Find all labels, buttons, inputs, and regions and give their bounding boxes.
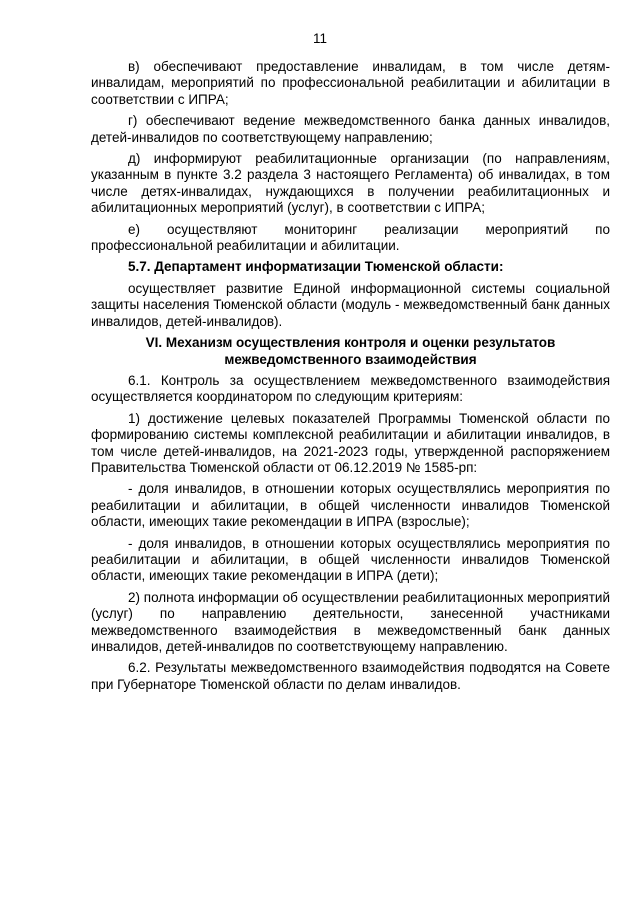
paragraph-item-e: е) осуществляют мониторинг реализации мероприятий по профессиональной реабилитации и абилитации. (91, 221, 610, 254)
section-5-7-title: 5.7. Департамент информатизации Тюменской области: (128, 259, 504, 275)
paragraph-6-1: 6.1. Контроль за осуществлением межведомственного взаимодействия осуществляется координатором по следующим критериям: (91, 372, 610, 405)
paragraph-6-2: 6.2. Результаты межведомственного взаимодействия подводятся на Совете при Губернаторе Тюменской области по делам инвалидов. (91, 660, 610, 692)
paragraph-item-g: г) обеспечивают ведение межведомственного банка данных инвалидов, детей-инвалидов по соответствующему направлению; (91, 113, 610, 145)
section-6-heading-line-1: VI. Механизм осуществления контроля и оценки результатов (145, 335, 556, 351)
paragraph-6-1-criterion-2: 2) полнота информации об осуществлении реабилитационных мероприятий (услуг) по направлению деятельности, занесенной участниками межведомственного взаимодействия в межведомственный банк данных инвалидов, детей-инвалидов по соответствующему направлению. (91, 589, 610, 654)
paragraph-6-1-indicator-adults: - доля инвалидов, в отношении которых осуществлялись мероприятия по реабилитации и абилитации, в общей численности инвалидов Тюменской области, имеющих такие рекомендации в ИПРА (взрослые); (91, 481, 610, 530)
paragraph-6-1-indicator-children: - доля инвалидов, в отношении которых осуществлялись мероприятия по реабилитации и абилитации, в общей численности инвалидов Тюменской области, имеющих такие рекомендации в ИПРА (дети); (91, 535, 610, 584)
page-number: 11 (312, 31, 327, 46)
paragraph-6-1-criterion-1: 1) достижение целевых показателей Программы Тюменской области по формированию системы комплексной реабилитации и абилитации инвалидов, в том числе детей-инвалидов, на 2021-2023 годы, утвержденной распоряжением Правительства Тюменской области от 06.12.2019 № 1585-рп: (91, 410, 610, 475)
page-content (91, 59, 610, 698)
section-6-heading-line-2: межведомственного взаимодействия (224, 351, 477, 367)
paragraph-item-v: в) обеспечивают предоставление инвалидам, в том числе детям-инвалидам, мероприятий по профессиональной реабилитации и абилитации в соответствии с ИПРА; (91, 59, 610, 107)
paragraph-item-d: д) информируют реабилитационные организации (по направлениям, указанным в пункте 3.2 раздела 3 настоящего Регламента) об инвалидах, в том числе детях-инвалидах, нуждающихся в получении реабилитационных и абилитационных мероприятий (услуг), в соответствии с ИПРА; (91, 151, 610, 216)
section-6-heading (91, 335, 610, 368)
section-5-7-text: осуществляет развитие Единой информационной системы социальной защиты населения Тюменской области (модуль - межведомственный банк данных инвалидов, детей-инвалидов). (91, 280, 610, 329)
